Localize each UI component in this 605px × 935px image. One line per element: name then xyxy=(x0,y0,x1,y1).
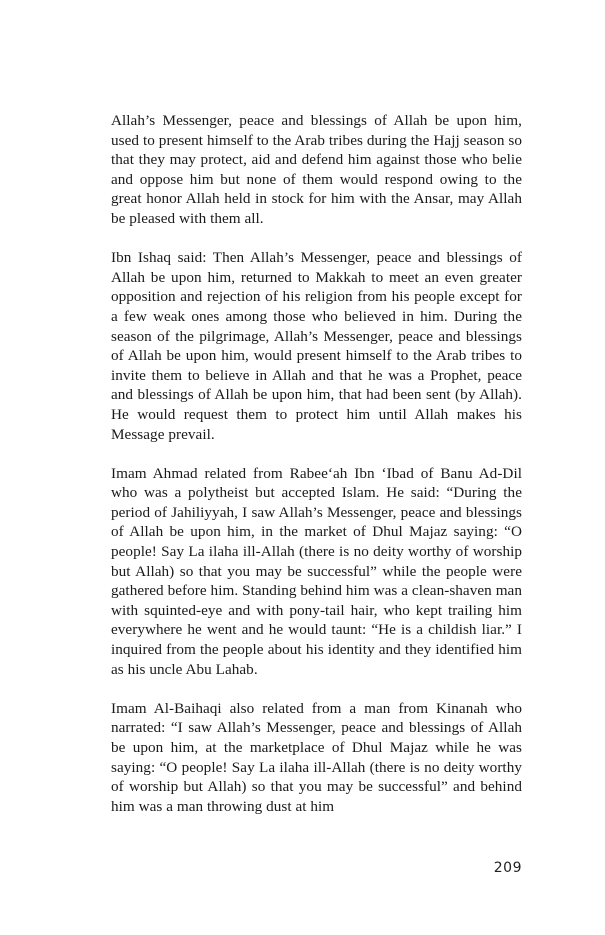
body-text xyxy=(111,111,522,836)
paragraph-imam-ahmad: Imam Ahmad related from Rabee‘ah Ibn ‘Ibad of Banu Ad-Dil who was a polytheist but accepted Islam. He said: “During the period of Jahiliyyah, I saw Allah’s Messenger, peace and blessings of Allah be upon him, in the market of Dhul Majaz saying: “O people! Say La ilaha ill-Allah (there is no deity worthy of worship but Allah) so that you may be successful” while the people were gathered before him. Standing behind him was a clean-shaven man with squinted-eye and with pony-tail hair, who kept trailing him everywhere he went and he would taunt: “He is a childish liar.” I inquired from the people about his identity and they identified him as his uncle Abu Lahab. xyxy=(111,464,522,678)
paragraph-prophet-presenting-to-tribes: Allah’s Messenger, peace and blessings of Allah be upon him, used to present himself to the Arab tribes during the Hajj season so that they may protect, aid and defend him against those who belie and oppose him but none of them would respond owing to the great honor Allah held in stock for him with the Ansar, may Allah be pleased with them all. xyxy=(111,112,522,227)
paragraph-ibn-ishaq: Ibn Ishaq said: Then Allah’s Messenger, peace and blessings of Allah be upon him, returned to Makkah to meet an even greater opposition and rejection of his religion from his people except for a few weak ones among those who believed in him. During the season of the pilgrimage, Allah’s Messenger, peace and blessings of Allah be upon him, would present himself to the Arab tribes to invite them to believe in Allah and that he was a Prophet, peace and blessings of Allah be upon him, that had been sent (by Allah). He would request them to protect him until Allah makes his Message prevail. xyxy=(111,249,522,443)
page-number: 209 xyxy=(493,860,522,876)
paragraph-imam-al-baihaqi: Imam Al-Baihaqi also related from a man from Kinanah who narrated: “I saw Allah’s Messenger, peace and blessings of Allah be upon him, at the marketplace of Dhul Majaz while he was saying: “O people! Say La ilaha ill-Allah (there is no deity worthy of worship but Allah) so that you may be successful” and behind him was a man throwing dust at him xyxy=(111,699,522,815)
